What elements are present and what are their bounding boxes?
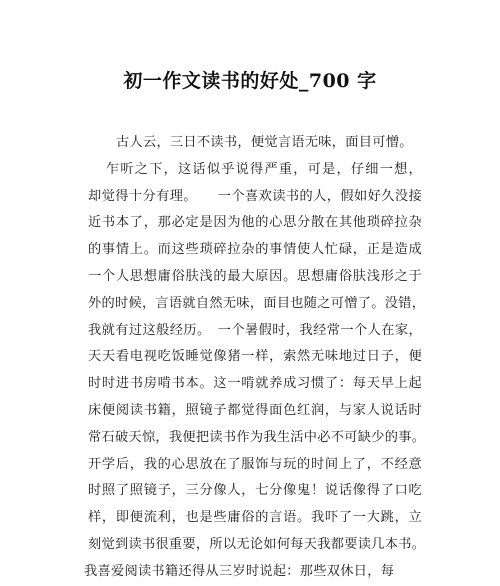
paragraph-line: 一个人思想庸俗肤浅的最大原因。思想庸俗肤浅形之于 [88,268,422,284]
paragraph-line: 近书本了，那必定是因为他的心思分散在其他琐碎拉杂 [88,215,422,231]
paragraph-line: 我就有过这般经历。 一个暑假时，我经常一个人在家， [88,322,422,338]
paragraph-line: 天天看电视吃饭睡觉像猪一样，索然无味地过日子，便 [88,349,422,365]
paragraph-line: 常石破天惊，我便把读书作为我生活中必不可缺少的事。 [88,429,426,445]
paragraph-line: 却觉得十分有理。 一个喜欢读书的人，假如好久没接 [88,188,422,204]
paragraph-line: 时照了照镜子，三分像人，七分像鬼！说话像得了口吃 [88,483,422,499]
paragraph-line: 我喜爱阅读书籍还得从三岁时说起：那些双休日，每 [84,563,395,579]
paragraph-line: 的事情上。而这些琐碎拉杂的事情使人忙碌，正是造成 [88,242,422,258]
paragraph-line: 古人云，三日不读书，便觉言语无味，面目可憎。 [116,135,413,150]
document-body [84,130,426,586]
paragraph-line: 时时进书房啃书本。这一啃就养成习惯了：每天早上起 [88,376,422,392]
paragraph-line: 样，即便流利，也是些庸俗的言语。我吓了一大跳，立 [88,510,422,526]
document-title: 初一作文读书的好处_700 字 [123,70,377,92]
paragraph-line: 刻觉到读书很重要，所以无论如何每天我都要读几本书。 [88,536,426,552]
paragraph-line: 乍听之下，这话似乎说得严重，可是，仔细一想， [106,161,422,177]
paragraph-line: 床便阅读书籍，照镜子都觉得面色红润，与家人说话时 [88,402,422,418]
paragraph-line: 外的时候，言语就自然无味，面目也随之可憎了。没错， [88,295,426,311]
paragraph-line: 开学后，我的心思放在了服饰与玩的时间上了，不经意 [88,456,422,472]
